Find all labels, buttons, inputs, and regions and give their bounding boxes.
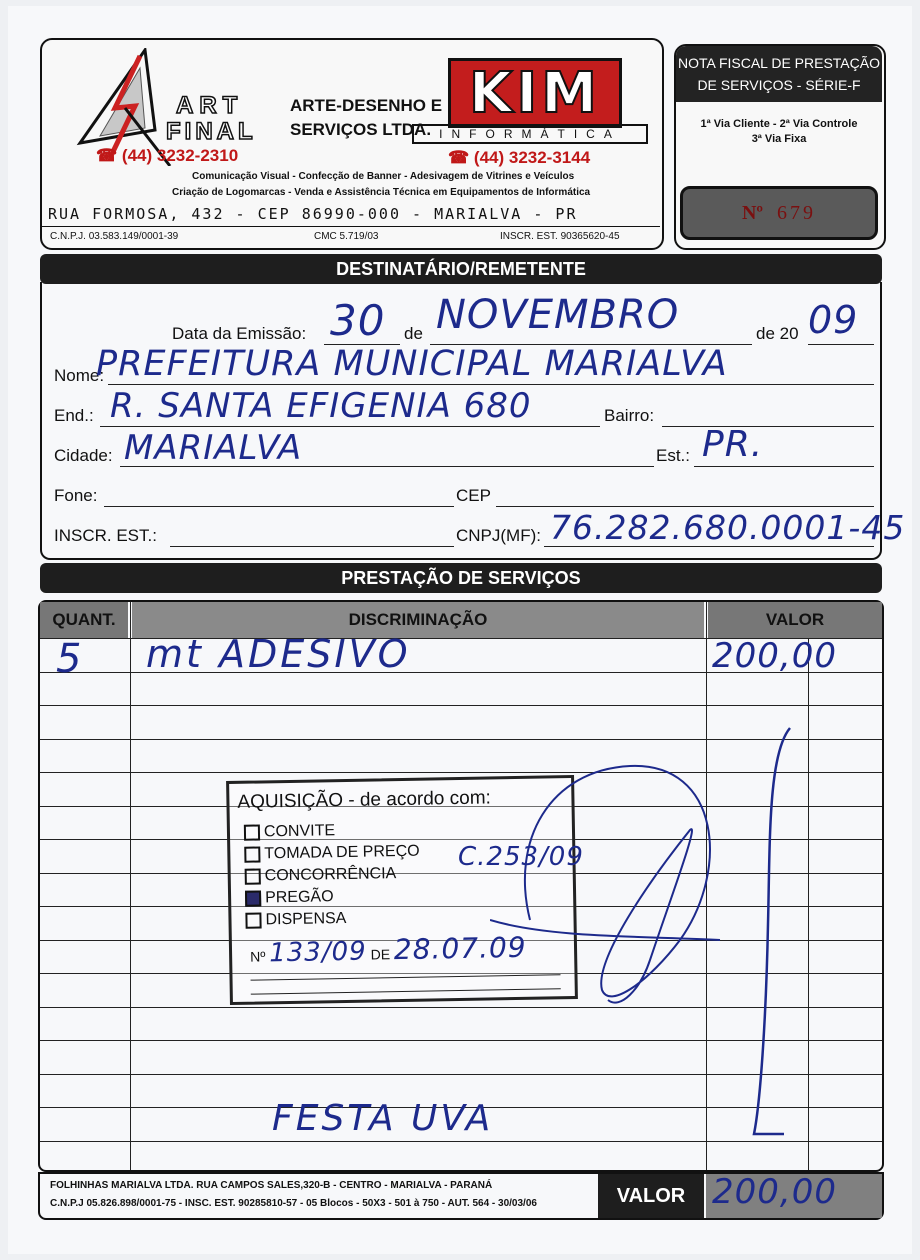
emission-label: Data da Emissão:: [172, 324, 307, 343]
emission-de1: de: [404, 324, 423, 343]
phone-art: [96, 146, 238, 166]
stamp-option-label: PREGÃO: [264, 888, 334, 907]
item-desc[interactable]: mt ADESIVO: [146, 632, 411, 676]
kim-subtitle: INFORMÁTICA: [412, 124, 648, 144]
inscr-label: INSCR. EST.:: [54, 526, 157, 545]
total-value[interactable]: 200,00: [712, 1172, 837, 1212]
name-value[interactable]: PREFEITURA MUNICIPAL MARIALVA: [96, 344, 728, 384]
stamp-option-label: CONCORRÊNCIA: [264, 865, 397, 885]
stamp-option: [245, 907, 421, 932]
nota-number-box: [680, 186, 878, 240]
nota-vias-line1: 1ª Via Cliente - 2ª Via Controle: [700, 118, 858, 130]
servicos-title: PRESTAÇÃO DE SERVIÇOS: [40, 563, 882, 593]
phone-icon: ☎: [448, 148, 474, 167]
phone-art-number: (44) 3232-2310: [121, 146, 239, 165]
phone-icon: ☎: [96, 146, 122, 165]
kim-logo-text: KIM: [469, 60, 601, 126]
col-divider-3: [808, 638, 809, 1170]
table-row-line: [40, 705, 882, 706]
header-divider: [40, 226, 660, 227]
state-label: Est.:: [656, 446, 691, 465]
company-name-line1: ARTE-DESENHO E: [290, 96, 443, 115]
stamp-number-value[interactable]: 133/09: [268, 936, 367, 969]
stamp-option: [244, 841, 420, 866]
stamp-checkbox[interactable]: [244, 846, 260, 862]
stamp-handwritten-ref[interactable]: C.253/09: [458, 842, 584, 872]
logo-final-text: FINAL: [166, 118, 257, 145]
emission-day[interactable]: 30: [330, 296, 386, 345]
stamp-options: [244, 819, 421, 932]
name-line: [108, 384, 874, 385]
inscr-line: [170, 546, 454, 547]
stamp-checkbox[interactable]: [245, 890, 261, 906]
phone-kim-number: (44) 3232-3144: [473, 148, 591, 167]
printer-line2: C.N.P.J 05.826.898/0001-75 - INSC. EST. 90285810-57 - 05 Blocos - 50X3 - 501 à 750 - AUT. 564 - 30/03/06: [50, 1198, 537, 1209]
issuer-cmc: CMC 5.719/03: [314, 231, 379, 242]
nota-number-label: Nº: [741, 201, 764, 224]
item-valor[interactable]: 200,00: [712, 636, 837, 676]
company-name-line2: SERVIÇOS LTDA.: [290, 120, 432, 139]
stamp-option: [245, 885, 421, 910]
stamp-option-label: DISPENSA: [265, 909, 347, 929]
nota-title: NOTA FISCAL DE PRESTAÇÃO DE SERVIÇOS - SÉRIE-F: [676, 46, 882, 102]
stamp-checkbox[interactable]: [245, 868, 261, 884]
col-quant-header: QUANT.: [40, 602, 128, 638]
col-valor-header: VALOR: [708, 602, 882, 638]
stamp-option-label: TOMADA DE PREÇO: [264, 842, 420, 863]
city-label: Cidade:: [54, 446, 113, 465]
stamp-option: [244, 819, 420, 844]
state-line: [694, 466, 874, 467]
phone-label: Fone:: [54, 486, 98, 505]
logo-art-text: ART: [176, 92, 244, 119]
nota-number: 679: [777, 201, 817, 224]
emission-month[interactable]: NOVEMBRO: [436, 292, 680, 338]
issuer-cnpj: C.N.P.J. 03.583.149/0001-39: [50, 231, 179, 242]
cnpj-label: CNPJ(MF):: [456, 526, 541, 545]
destinatario-title: DESTINATÁRIO/REMETENTE: [40, 254, 882, 284]
stamp-number-label: Nº: [250, 948, 266, 965]
bairro-label: Bairro:: [604, 406, 655, 425]
phone-kim: [448, 148, 590, 168]
name-label: Nome:: [54, 366, 105, 385]
total-label: VALOR: [598, 1174, 704, 1218]
services-line1: Comunicação Visual - Confecção de Banner - Adesivagem de Vitrines e Veículos: [192, 171, 575, 182]
stamp-option: [245, 863, 421, 888]
stamp-option-label: CONVITE: [263, 822, 336, 841]
stamp-checkbox[interactable]: [244, 824, 260, 840]
cep-label: CEP: [456, 486, 491, 505]
printer-line1: FOLHINHAS MARIALVA LTDA. RUA CAMPOS SALES,320-B - CENTRO - MARIALVA - PARANÁ: [50, 1180, 493, 1191]
stamp-date-value[interactable]: 28.07.09: [393, 930, 527, 967]
emission-year[interactable]: 09: [808, 298, 859, 342]
stamp-checkbox[interactable]: [245, 912, 261, 928]
services-line2: Criação de Logomarcas - Venda e Assistência Técnica em Equipamentos de Informática: [172, 187, 591, 198]
stamp-date-label: DE: [370, 946, 391, 963]
address-line: [100, 426, 600, 427]
bairro-line: [662, 426, 874, 427]
service-note[interactable]: FESTA UVA: [272, 1098, 494, 1139]
city-value[interactable]: MARIALVA: [124, 428, 303, 468]
address-value[interactable]: R. SANTA EFIGENIA 680: [110, 386, 532, 426]
kim-logo: [448, 58, 622, 128]
nota-vias-line2: 3ª Via Fixa: [751, 133, 807, 145]
cep-line: [496, 506, 874, 507]
cnpj-value[interactable]: 76.282.680.0001-45: [550, 508, 906, 547]
col-disc-header: DISCRIMINAÇÃO: [132, 602, 704, 638]
item-quant[interactable]: 5: [56, 636, 83, 682]
col-divider-1: [130, 602, 131, 1170]
phone-line: [104, 506, 454, 507]
signature: [490, 760, 740, 1020]
state-value[interactable]: PR.: [702, 424, 764, 465]
address-label: End.:: [54, 406, 94, 425]
issuer-inscr-est: INSCR. EST. 90365620-45: [500, 231, 620, 242]
emission-de2: de 20: [756, 324, 799, 343]
issuer-address: RUA FORMOSA, 432 - CEP 86990-000 - MARIALVA - PR: [48, 205, 578, 223]
bracket-mark: [740, 724, 800, 1144]
emission-year-line: [808, 344, 874, 345]
stamp-title: AQUISIÇÃO - de acordo com:: [237, 787, 492, 813]
